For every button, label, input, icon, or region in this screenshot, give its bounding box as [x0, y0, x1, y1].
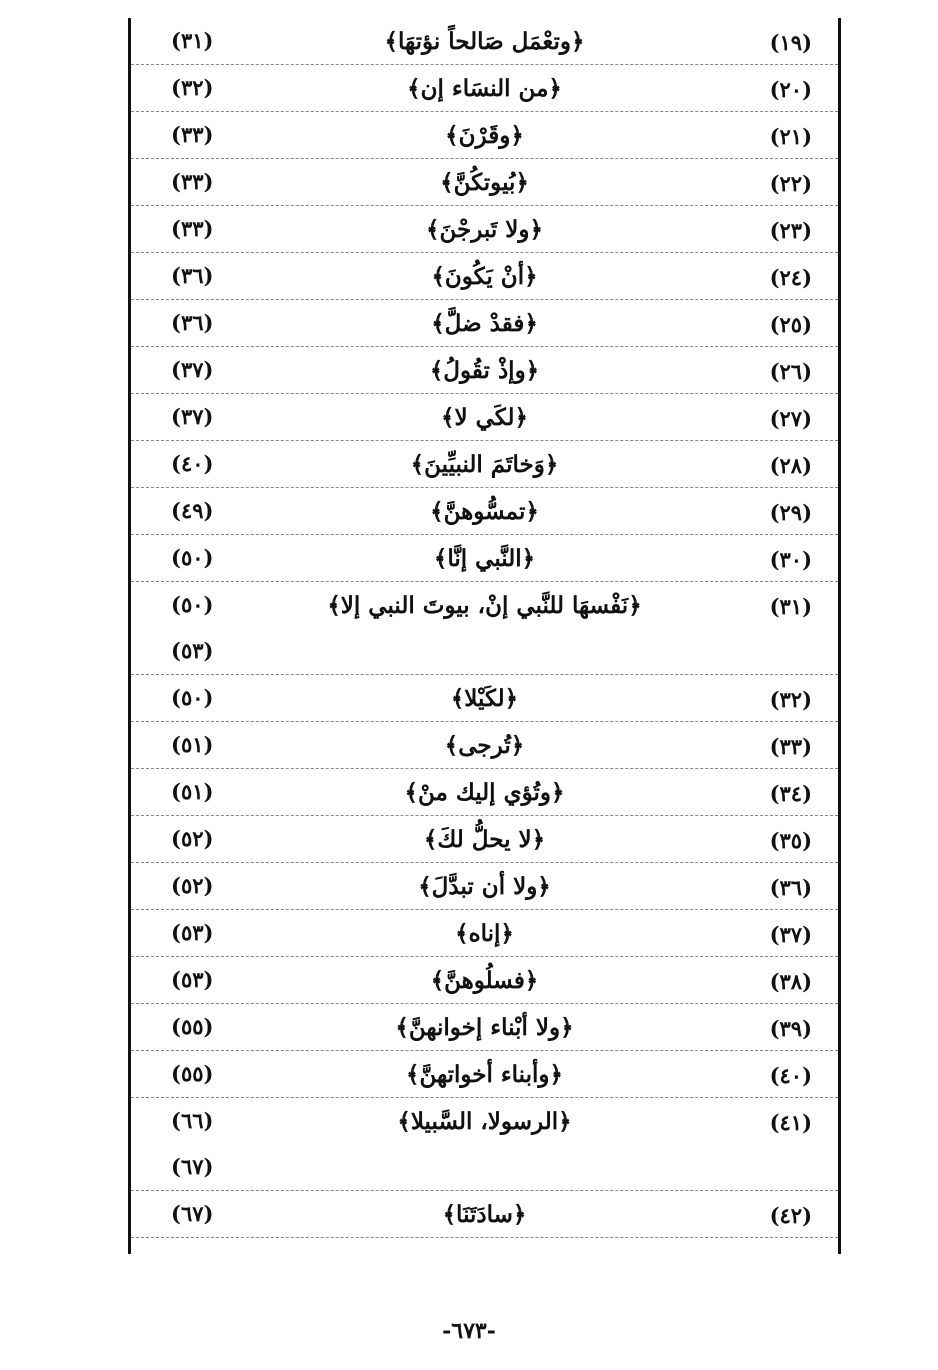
table-row	[131, 112, 838, 159]
entry-number: (١٩)	[769, 30, 812, 55]
entry-number: (٣٢)	[769, 687, 812, 712]
quranic-word: ﴿من النسَاء إن﴾	[407, 75, 562, 102]
quranic-word: ﴿ولا أن تبدَّلَ﴾	[418, 873, 551, 900]
page-references	[171, 300, 213, 346]
page-references	[171, 18, 213, 64]
table-row	[131, 206, 838, 253]
entry-number: (٢٥)	[769, 312, 812, 337]
page-reference: (٣٦)	[171, 263, 214, 288]
quranic-word: ﴿ولا أبْناء إخوانهنَّ﴾	[395, 1014, 574, 1041]
page-reference: (٥٣)	[171, 967, 214, 992]
page-reference: (٥٢)	[171, 826, 214, 851]
page-references	[171, 394, 213, 440]
page-references	[171, 65, 213, 111]
quranic-word: ﴿فقدْ ضلَّ﴾	[431, 310, 538, 337]
table-row	[131, 582, 838, 675]
quranic-word: ﴿أنْ يَكُونَ﴾	[431, 263, 538, 290]
page-reference: (٦٧)	[171, 1154, 214, 1179]
entry-number: (٣٨)	[769, 969, 812, 994]
table-row	[131, 722, 838, 769]
quranic-word: ﴿نَفْسهَا للنَّبي إنْ، بيوتَ النبي إلا﴾	[327, 592, 642, 619]
table-row	[131, 488, 838, 535]
page-references	[171, 769, 213, 815]
entry-number: (٣٦)	[769, 875, 812, 900]
entry-number: (٣٣)	[769, 734, 812, 759]
entry-number: (٣٧)	[769, 922, 812, 947]
page-references	[171, 441, 213, 487]
page-references	[171, 488, 213, 534]
quranic-word: ﴿وتعْمَل صَالحاً نؤتهَا﴾	[384, 28, 585, 55]
page-reference: (٤٩)	[171, 498, 214, 523]
quranic-word: ﴿لكَيْلا﴾	[450, 685, 519, 712]
entry-number: (٣٩)	[769, 1016, 812, 1041]
entry-number: (٢٠)	[769, 77, 812, 102]
page-reference: (٤٠)	[171, 451, 214, 476]
page-references	[171, 1098, 213, 1190]
page-reference: (٥٣)	[171, 638, 214, 663]
index-table	[128, 18, 841, 1254]
page-references	[171, 582, 213, 674]
page-reference: (٣٣)	[171, 122, 214, 147]
entry-number: (٤١)	[769, 1110, 812, 1135]
page-reference: (٣٧)	[171, 357, 214, 382]
page-references	[171, 159, 213, 205]
entry-number: (٢٢)	[769, 171, 812, 196]
page-reference: (٣٣)	[171, 216, 214, 241]
quranic-word: ﴿لكَي لا﴾	[441, 404, 528, 431]
page-reference: (٦٦)	[171, 1108, 214, 1133]
entry-number: (٢٤)	[769, 265, 812, 290]
page-reference: (٦٧)	[171, 1201, 214, 1226]
page-references	[171, 1051, 213, 1097]
table-row	[131, 65, 838, 112]
entry-number: (٣٥)	[769, 828, 812, 853]
page-reference: (٣٧)	[171, 404, 214, 429]
entry-number: (٤٠)	[769, 1063, 812, 1088]
quranic-word: ﴿تُرجى﴾	[444, 732, 525, 759]
quranic-word: ﴿وإذْ تقُولُ﴾	[429, 357, 540, 384]
page-references	[171, 722, 213, 768]
entry-number: (٣١)	[769, 594, 812, 619]
table-row	[131, 18, 838, 65]
page-references	[171, 863, 213, 909]
table-row	[131, 441, 838, 488]
quranic-word: ﴿الرسولا، السَّبيلا﴾	[397, 1108, 572, 1135]
quranic-word: ﴿سادَتَنَا﴾	[442, 1201, 527, 1228]
page-reference: (٥٠)	[171, 592, 214, 617]
table-row	[131, 300, 838, 347]
quranic-word: ﴿فسلُوهنَّ﴾	[430, 967, 539, 994]
page-reference: (٥٣)	[171, 920, 214, 945]
entry-number: (٢٨)	[769, 453, 812, 478]
quranic-word: ﴿إناه﴾	[455, 920, 514, 947]
page-references	[171, 910, 213, 956]
table-row	[131, 910, 838, 957]
page-references	[171, 347, 213, 393]
quranic-word: ﴿تمسُّوهنَّ﴾	[430, 498, 539, 525]
quranic-word: ﴿وقَرْنَ﴾	[445, 122, 524, 149]
page-references	[171, 535, 213, 581]
quranic-word: ﴿وتُؤي إليك منْ﴾	[404, 779, 565, 806]
quranic-word: ﴿النَّبي إنَّا﴾	[433, 545, 536, 572]
page-references	[171, 675, 213, 721]
page-reference: (٥٥)	[171, 1061, 214, 1086]
index-rows	[131, 18, 838, 1238]
table-row	[131, 675, 838, 722]
entry-number: (٤٢)	[769, 1203, 812, 1228]
table-row	[131, 1004, 838, 1051]
page-references	[171, 112, 213, 158]
page-references	[171, 1191, 213, 1237]
page-references	[171, 253, 213, 299]
page-references	[171, 1004, 213, 1050]
table-row	[131, 253, 838, 300]
page-reference: (٥٠)	[171, 685, 214, 710]
page-reference: (٥٠)	[171, 545, 214, 570]
page-number: -٦٧٣-	[442, 1318, 496, 1344]
table-row	[131, 1191, 838, 1238]
entry-number: (٢٩)	[769, 500, 812, 525]
table-row	[131, 1051, 838, 1098]
page-reference: (٥١)	[171, 779, 214, 804]
table-row	[131, 863, 838, 910]
page-references	[171, 206, 213, 252]
page-references	[171, 816, 213, 862]
quranic-word: ﴿لا يحلُّ لكَ﴾	[423, 826, 546, 853]
entry-number: (٣٤)	[769, 781, 812, 806]
table-row	[131, 347, 838, 394]
table-row	[131, 1098, 838, 1191]
table-row	[131, 159, 838, 206]
page-reference: (٥١)	[171, 732, 214, 757]
quranic-word: ﴿وَخاتَمَ النبيِّينَ﴾	[410, 451, 559, 478]
page-reference: (٣٦)	[171, 310, 214, 335]
page-reference: (٥٥)	[171, 1014, 214, 1039]
page-reference: (٣١)	[171, 28, 214, 53]
page-reference: (٣٣)	[171, 169, 214, 194]
quranic-word: ﴿بُيوتكُنَّ﴾	[440, 169, 529, 196]
quranic-word: ﴿ولا تَبرجْنَ﴾	[426, 216, 543, 243]
entry-number: (٢٧)	[769, 406, 812, 431]
table-row	[131, 816, 838, 863]
table-row	[131, 957, 838, 1004]
page-reference: (٣٢)	[171, 75, 214, 100]
entry-number: (٢٣)	[769, 218, 812, 243]
quranic-word: ﴿وأبناء أخواتهنَّ﴾	[405, 1061, 563, 1088]
entry-number: (٢١)	[769, 124, 812, 149]
page-references	[171, 957, 213, 1003]
page-reference: (٥٢)	[171, 873, 214, 898]
entry-number: (٣٠)	[769, 547, 812, 572]
table-row	[131, 769, 838, 816]
entry-number: (٢٦)	[769, 359, 812, 384]
table-row	[131, 535, 838, 582]
table-row	[131, 394, 838, 441]
